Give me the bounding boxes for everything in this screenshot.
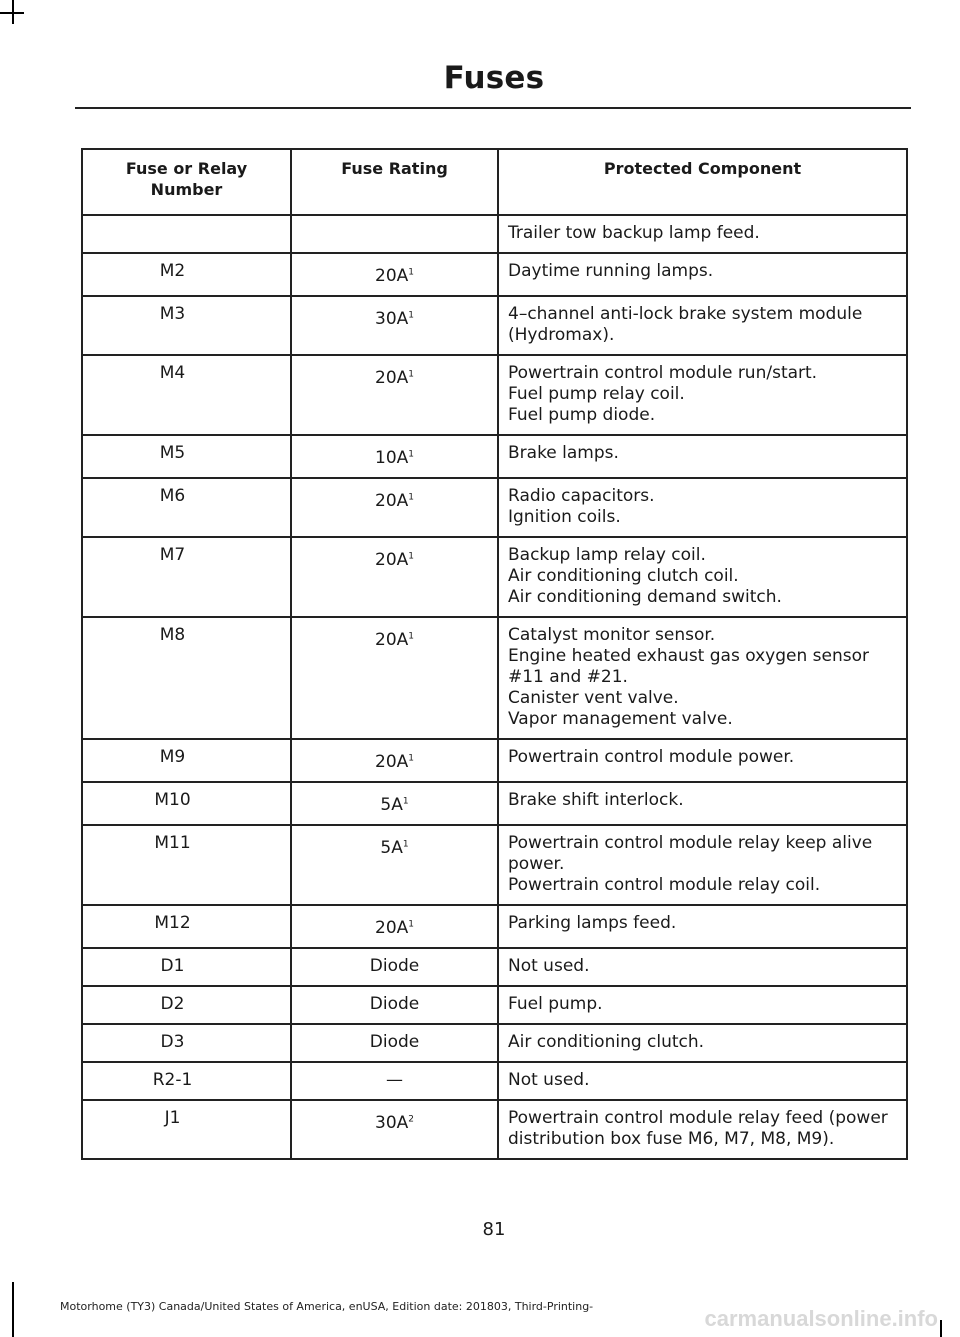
fuse-rating-value: 20A xyxy=(375,752,409,772)
protected-component-cell xyxy=(498,1062,907,1100)
fuse-rating-cell xyxy=(291,739,498,782)
protected-component-cell xyxy=(498,617,907,739)
footnote-marker: 1 xyxy=(408,753,414,764)
component-line: Not used. xyxy=(508,1070,590,1090)
table-header-row xyxy=(82,149,907,215)
footnote-marker: 1 xyxy=(402,839,409,850)
component-line: Fuel pump diode. xyxy=(508,405,656,425)
fuse-rating-value: 20A xyxy=(375,368,409,388)
table-row xyxy=(82,537,907,617)
protected-component-cell xyxy=(498,825,907,905)
protected-component-cell xyxy=(498,355,907,435)
fuse-number-cell: D1 xyxy=(82,948,291,986)
table-row xyxy=(82,1062,907,1100)
fuse-number-cell: D2 xyxy=(82,986,291,1024)
fuse-rating-value: 5A xyxy=(380,838,403,858)
protected-component-cell xyxy=(498,782,907,825)
footnote-marker: 1 xyxy=(408,492,414,503)
protected-component-cell xyxy=(498,478,907,537)
component-line: Backup lamp relay coil. xyxy=(508,545,706,565)
footnote-marker: 1 xyxy=(408,369,414,380)
protected-component-cell xyxy=(498,1100,907,1159)
component-line: Fuel pump relay coil. xyxy=(508,384,685,404)
fuse-table-body xyxy=(82,215,907,1159)
fuse-rating-cell xyxy=(291,435,498,478)
component-line: Engine heated exhaust gas oxygen sensor #11 and #21. xyxy=(508,646,869,687)
component-line: Radio capacitors. xyxy=(508,486,655,506)
fuse-rating-cell xyxy=(291,1024,498,1062)
component-line: Parking lamps feed. xyxy=(508,913,677,933)
protected-component-cell xyxy=(498,1024,907,1062)
fuse-rating-cell xyxy=(291,253,498,296)
fuse-number-cell: M10 xyxy=(82,782,291,825)
table-row xyxy=(82,739,907,782)
crop-mark xyxy=(0,12,24,14)
fuse-number-cell: M2 xyxy=(82,253,291,296)
fuse-rating-value: 20A xyxy=(375,266,409,286)
fuse-rating-value: — xyxy=(386,1070,403,1090)
column-header-rating: Fuse Rating xyxy=(291,149,498,215)
component-line: Brake lamps. xyxy=(508,443,619,463)
component-line: Powertrain control module power. xyxy=(508,747,795,767)
table-row xyxy=(82,617,907,739)
fuse-number-cell: D3 xyxy=(82,1024,291,1062)
fuse-table xyxy=(81,148,908,1160)
component-line: Catalyst monitor sensor. xyxy=(508,625,716,645)
fuse-rating-value: Diode xyxy=(369,956,420,976)
column-header-component: Protected Component xyxy=(498,149,907,215)
component-line: Powertrain control module relay feed (power distribution box fuse M6, M7, M8, M9). xyxy=(508,1108,888,1149)
fuse-rating-cell xyxy=(291,825,498,905)
fuse-rating-cell xyxy=(291,1100,498,1159)
component-line: Powertrain control module relay coil. xyxy=(508,875,821,895)
protected-component-cell xyxy=(498,905,907,948)
footnote-marker: 2 xyxy=(408,1114,414,1125)
fuse-rating-cell xyxy=(291,782,498,825)
protected-component-cell xyxy=(498,215,907,253)
component-line: 4–channel anti-lock brake system module (Hydromax). xyxy=(508,304,863,345)
component-line: Ignition coils. xyxy=(508,507,621,527)
fuse-rating-value: 30A xyxy=(375,1113,409,1133)
protected-component-cell xyxy=(498,537,907,617)
fuse-rating-value: 20A xyxy=(375,630,409,650)
table-row xyxy=(82,986,907,1024)
fuse-number-cell: M9 xyxy=(82,739,291,782)
fuse-rating-value: 5A xyxy=(380,795,403,815)
component-line: Air conditioning demand switch. xyxy=(508,587,782,607)
page-title: Fuses xyxy=(443,60,545,96)
table-row xyxy=(82,948,907,986)
component-line: Air conditioning clutch. xyxy=(508,1032,705,1052)
fuse-rating-value: 20A xyxy=(375,550,409,570)
protected-component-cell xyxy=(498,739,907,782)
component-line: Trailer tow backup lamp feed. xyxy=(508,223,760,243)
footnote-marker: 1 xyxy=(408,310,414,321)
fuse-number-cell: M12 xyxy=(82,905,291,948)
fuse-rating-cell xyxy=(291,296,498,355)
fuse-number-cell: M6 xyxy=(82,478,291,537)
table-row xyxy=(82,478,907,537)
fuse-rating-cell xyxy=(291,1062,498,1100)
fuse-rating-value: 20A xyxy=(375,918,409,938)
table-row xyxy=(82,782,907,825)
footnote-marker: 1 xyxy=(408,267,414,278)
component-line: Air conditioning clutch coil. xyxy=(508,566,739,586)
fuse-number-cell: M3 xyxy=(82,296,291,355)
protected-component-cell xyxy=(498,435,907,478)
table-row xyxy=(82,1024,907,1062)
component-line: Powertrain control module relay keep alive power. xyxy=(508,833,873,874)
component-line: Not used. xyxy=(508,956,590,976)
table-row xyxy=(82,825,907,905)
table-row xyxy=(82,253,907,296)
fuse-number-cell: J1 xyxy=(82,1100,291,1159)
fuse-rating-cell xyxy=(291,986,498,1024)
fuse-rating-cell xyxy=(291,617,498,739)
fuse-number-cell: M8 xyxy=(82,617,291,739)
component-line: Canister vent valve. xyxy=(508,688,679,708)
fuse-rating-value: 10A xyxy=(375,448,409,468)
fuse-rating-value: 30A xyxy=(375,309,409,329)
footnote-marker: 1 xyxy=(408,551,414,562)
table-row xyxy=(82,215,907,253)
table-row xyxy=(82,435,907,478)
fuse-number-cell: M4 xyxy=(82,355,291,435)
component-line: Vapor management valve. xyxy=(508,709,733,729)
footer-text: Motorhome (TY3) Canada/United States of America, enUSA, Edition date: 201803, Third-Printing- xyxy=(60,1300,594,1313)
fuse-number-cell: M5 xyxy=(82,435,291,478)
title-divider xyxy=(75,107,911,109)
component-line: Fuel pump. xyxy=(508,994,603,1014)
protected-component-cell xyxy=(498,948,907,986)
crop-mark xyxy=(940,1320,942,1337)
table-row xyxy=(82,1100,907,1159)
fuse-rating-value: Diode xyxy=(369,994,420,1014)
fuse-number-cell xyxy=(82,215,291,253)
fuse-number-cell: R2-1 xyxy=(82,1062,291,1100)
protected-component-cell xyxy=(498,296,907,355)
fuse-number-cell: M11 xyxy=(82,825,291,905)
component-line: Daytime running lamps. xyxy=(508,261,714,281)
table-row xyxy=(82,905,907,948)
protected-component-cell xyxy=(498,986,907,1024)
footnote-marker: 1 xyxy=(408,919,414,930)
fuse-number-cell: M7 xyxy=(82,537,291,617)
table-row xyxy=(82,296,907,355)
page-number: 81 xyxy=(482,1219,506,1240)
footnote-marker: 1 xyxy=(408,631,414,642)
component-line: Powertrain control module run/start. xyxy=(508,363,818,383)
column-header-number: Fuse or Relay Number xyxy=(82,149,291,215)
fuse-rating-cell xyxy=(291,905,498,948)
footnote-marker: 1 xyxy=(408,449,414,460)
fuse-rating-cell xyxy=(291,948,498,986)
crop-mark xyxy=(12,1282,14,1337)
table-row xyxy=(82,355,907,435)
fuse-rating-value: 20A xyxy=(375,491,409,511)
footnote-marker: 1 xyxy=(402,796,409,807)
fuse-rating-cell xyxy=(291,355,498,435)
fuse-rating-value: Diode xyxy=(369,1032,420,1052)
fuse-rating-cell xyxy=(291,215,498,253)
fuse-rating-cell xyxy=(291,537,498,617)
watermark: carmanualsonline.info xyxy=(704,1306,938,1331)
component-line: Brake shift interlock. xyxy=(508,790,684,810)
protected-component-cell xyxy=(498,253,907,296)
fuse-rating-cell xyxy=(291,478,498,537)
